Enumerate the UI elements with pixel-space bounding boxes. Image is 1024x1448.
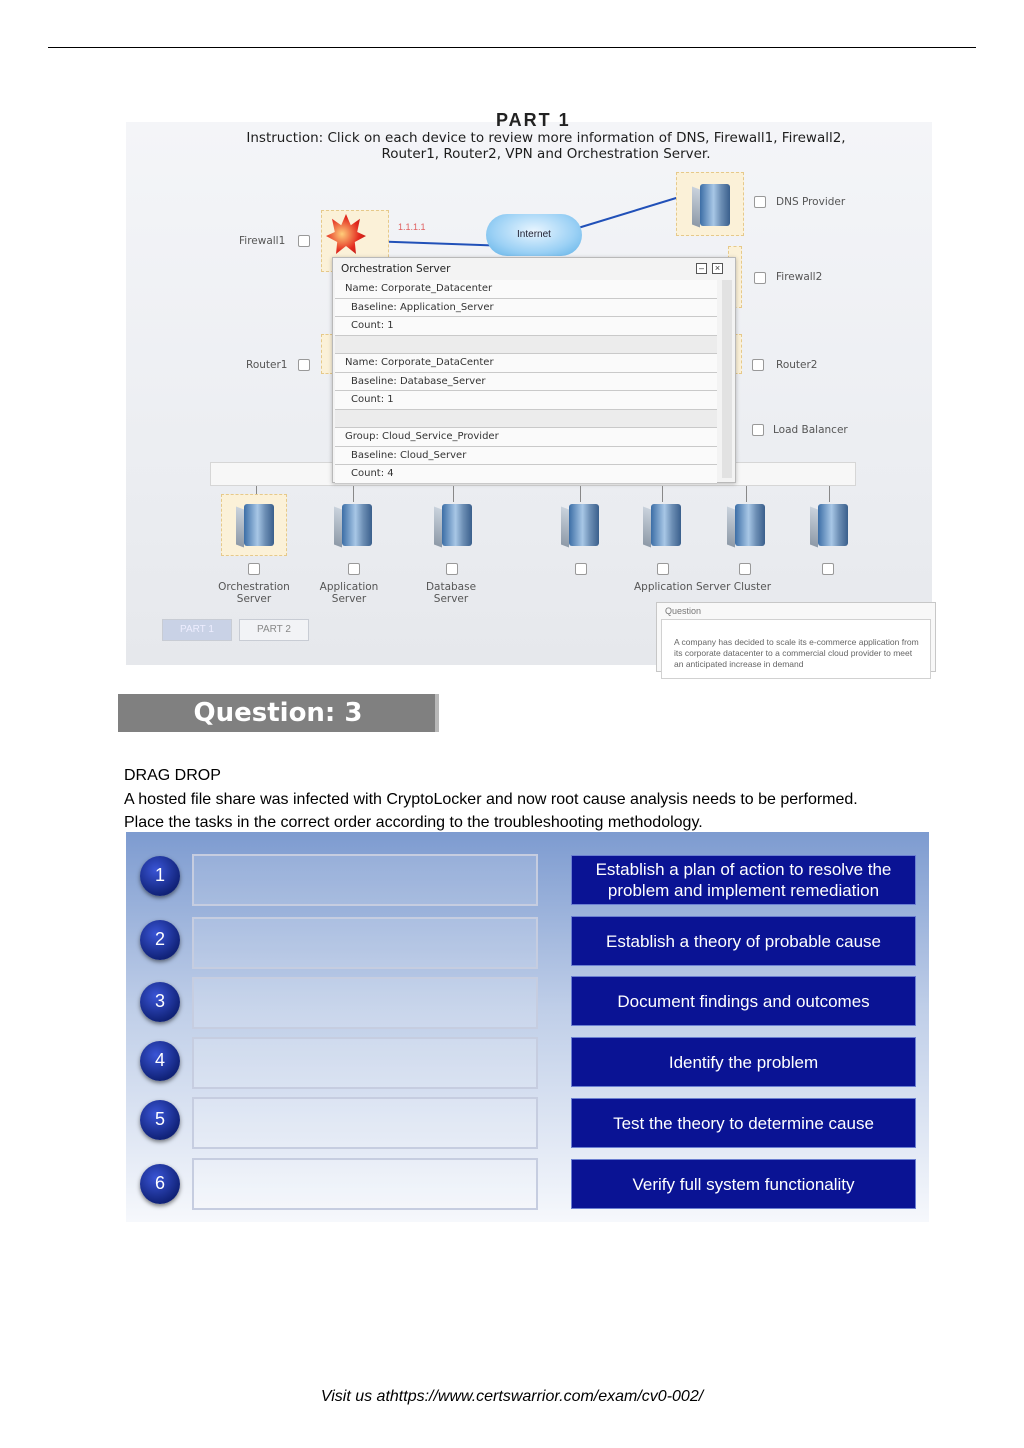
router1-checkbox[interactable] xyxy=(298,359,310,371)
step-number-2: 2 xyxy=(140,920,180,960)
load-balancer-label: Load Balancer xyxy=(773,424,848,436)
bus-drop xyxy=(353,486,354,502)
window-row: Name: Corporate_Datacenter xyxy=(335,280,717,299)
drag-drop-panel xyxy=(126,832,929,1222)
question-line-2: Place the tasks in the correct order according to the troubleshooting methodology. xyxy=(124,814,703,831)
window-row: Count: 1 xyxy=(335,317,717,336)
close-icon[interactable]: × xyxy=(712,263,723,274)
orchestration-server-label: Orchestration Server xyxy=(218,581,290,605)
window-row xyxy=(335,410,717,429)
database-server-checkbox[interactable] xyxy=(446,563,458,575)
cluster-label: Application Server Cluster xyxy=(634,581,772,593)
question-panel xyxy=(656,602,936,672)
orchestration-server-icon xyxy=(244,504,274,546)
application-server-label: Application Server xyxy=(319,581,379,605)
question-panel-text: A company has decided to scale its e-commerce application from its corporate datacenter to a commercial cloud provider to meet an anticipated increase in demand xyxy=(661,619,931,679)
dns-server-icon xyxy=(700,184,730,226)
internet-label: Internet xyxy=(517,229,551,240)
exam-screenshot-photo xyxy=(126,110,932,669)
firewall2-checkbox[interactable] xyxy=(754,272,766,284)
cluster-server-icon[interactable] xyxy=(651,504,681,546)
part-title: PART 1 xyxy=(496,110,571,130)
database-server-label: Database Server xyxy=(425,581,477,605)
window-row: Baseline: Database_Server xyxy=(335,373,717,392)
window-row: Group: Cloud_Service_Provider xyxy=(335,428,717,447)
cluster-checkbox[interactable] xyxy=(822,563,834,575)
cluster-server-icon[interactable] xyxy=(569,504,599,546)
internet-cloud-icon[interactable] xyxy=(486,214,582,256)
question-heading-text: Question: 3 xyxy=(193,698,363,728)
firewall2-label: Firewall2 xyxy=(776,271,823,283)
ip-address: 1.1.1.1 xyxy=(398,222,426,232)
drop-slot-6[interactable] xyxy=(192,1158,538,1210)
question-type: DRAG DROP xyxy=(124,767,221,784)
task-verify-functionality[interactable]: Verify full system functionality xyxy=(571,1159,916,1209)
window-row xyxy=(335,336,717,355)
drop-slot-2[interactable] xyxy=(192,917,538,969)
instruction-text: Instruction: Click on each device to review more information of DNS, Firewall1, Firewall2, Router1, Router2, VPN and Orchestration Server. xyxy=(246,130,846,162)
router2-label: Router2 xyxy=(776,359,818,371)
footer-link[interactable]: Visit us athttps://www.certswarrior.com/exam/cv0-002/ xyxy=(320,1388,704,1405)
question-heading xyxy=(118,694,439,732)
orchestration-server-checkbox[interactable] xyxy=(248,563,260,575)
task-test-theory[interactable]: Test the theory to determine cause xyxy=(571,1098,916,1148)
tab-part1[interactable]: PART 1 xyxy=(162,619,232,641)
question-line-1: A hosted file share was infected with CryptoLocker and now root cause analysis needs to be performed. xyxy=(124,790,858,808)
drop-slot-1[interactable] xyxy=(192,854,538,906)
bus-drop xyxy=(662,486,663,502)
bus-drop xyxy=(746,486,747,502)
step-number-4: 4 xyxy=(140,1041,180,1081)
cluster-server-icon[interactable] xyxy=(735,504,765,546)
task-establish-theory[interactable]: Establish a theory of probable cause xyxy=(571,916,916,966)
window-scrollbar[interactable] xyxy=(722,280,732,478)
cluster-checkbox[interactable] xyxy=(657,563,669,575)
step-number-1: 1 xyxy=(140,856,180,896)
orchestration-server-window xyxy=(332,257,736,483)
cluster-checkbox[interactable] xyxy=(575,563,587,575)
step-number-6: 6 xyxy=(140,1164,180,1204)
window-title: Orchestration Server xyxy=(341,263,451,275)
task-document-findings[interactable]: Document findings and outcomes xyxy=(571,976,916,1026)
application-server-icon[interactable] xyxy=(342,504,372,546)
window-row: Name: Corporate_DataCenter xyxy=(335,354,717,373)
drop-slot-3[interactable] xyxy=(192,977,538,1029)
question-body xyxy=(124,764,858,835)
task-establish-plan[interactable]: Establish a plan of action to resolve the problem and implement remediation xyxy=(571,855,916,905)
application-server-checkbox[interactable] xyxy=(348,563,360,575)
database-server-icon[interactable] xyxy=(442,504,472,546)
bus-drop xyxy=(453,486,454,502)
dns-label: DNS Provider xyxy=(776,196,846,208)
drop-slot-5[interactable] xyxy=(192,1097,538,1149)
firewall1-checkbox[interactable] xyxy=(298,235,310,247)
load-balancer-checkbox[interactable] xyxy=(752,424,764,436)
window-row: Count: 1 xyxy=(335,391,717,410)
header-rule xyxy=(48,47,976,48)
step-number-5: 5 xyxy=(140,1100,180,1140)
drop-slot-4[interactable] xyxy=(192,1037,538,1089)
router2-checkbox[interactable] xyxy=(752,359,764,371)
bus-drop xyxy=(829,486,830,502)
window-row: Baseline: Application_Server xyxy=(335,299,717,318)
step-number-3: 3 xyxy=(140,982,180,1022)
cluster-server-icon[interactable] xyxy=(818,504,848,546)
tab-part2[interactable]: PART 2 xyxy=(239,619,309,641)
dns-checkbox[interactable] xyxy=(754,196,766,208)
cluster-checkbox[interactable] xyxy=(739,563,751,575)
link-internet-dns xyxy=(578,193,691,229)
task-identify-problem[interactable]: Identify the problem xyxy=(571,1037,916,1087)
question-panel-header: Question xyxy=(665,606,702,616)
router1-label: Router1 xyxy=(246,359,288,371)
minimize-icon[interactable]: – xyxy=(696,263,707,274)
window-row: Count: 4 xyxy=(335,465,717,484)
window-row: Baseline: Cloud_Server xyxy=(335,447,717,466)
firewall1-label: Firewall1 xyxy=(239,235,286,247)
bus-drop xyxy=(580,486,581,502)
